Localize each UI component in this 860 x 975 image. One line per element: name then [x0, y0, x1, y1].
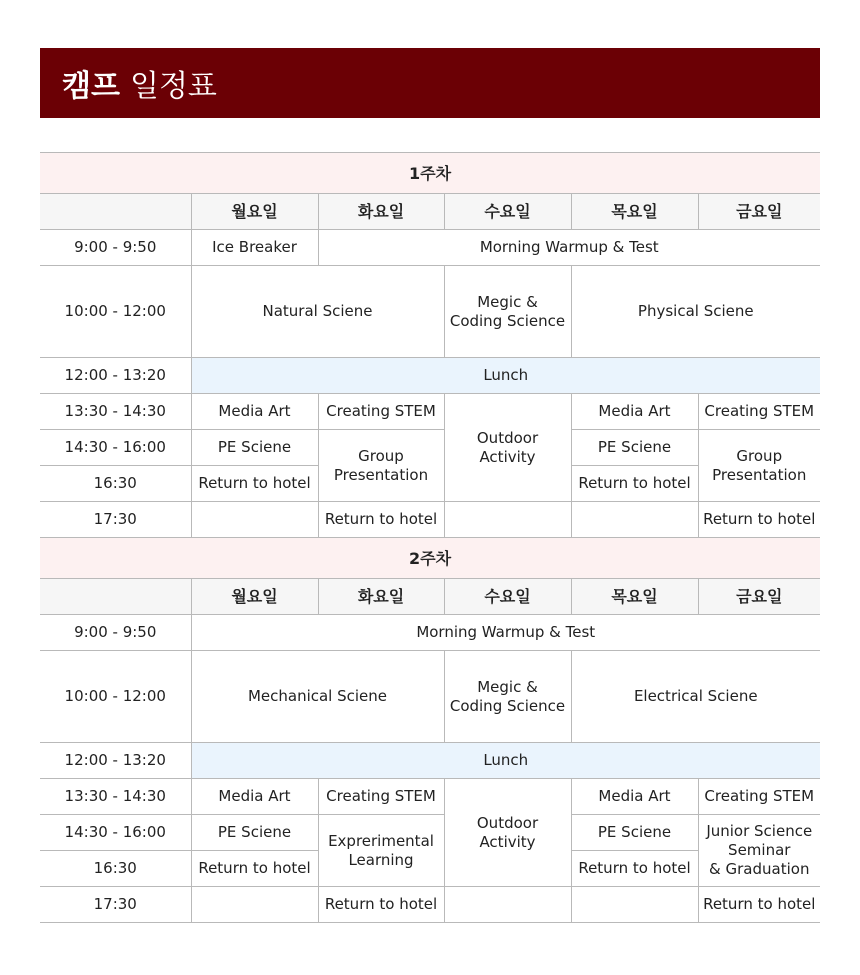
junior-line2: Seminar	[728, 841, 791, 859]
mechanical-science-cell: Mechanical Sciene	[191, 651, 444, 743]
media-art-cell: Media Art	[571, 394, 698, 430]
day-mon: 월요일	[191, 194, 318, 230]
junior-line1: Junior Science	[706, 822, 813, 840]
time-cell: 12:00 - 13:20	[40, 743, 191, 779]
week1-days-row	[40, 194, 820, 230]
time-cell: 16:30	[40, 851, 191, 887]
pe-science-cell: PE Sciene	[571, 430, 698, 466]
empty-cell	[571, 887, 698, 923]
table-row	[40, 230, 820, 266]
empty-cell	[444, 502, 571, 538]
day-thu: 목요일	[571, 194, 698, 230]
outdoor-line2: Activity	[479, 447, 536, 466]
time-cell: 10:00 - 12:00	[40, 651, 191, 743]
table-row	[40, 394, 820, 430]
time-cell: 13:30 - 14:30	[40, 394, 191, 430]
outdoor-line1: Outdoor	[476, 813, 539, 832]
outdoor-activity-cell	[444, 779, 571, 887]
return-hotel-cell: Return to hotel	[698, 502, 820, 538]
physical-science-cell: Physical Sciene	[571, 266, 820, 358]
creating-stem-cell: Creating STEM	[318, 779, 444, 815]
morning-warmup-cell: Morning Warmup & Test	[191, 615, 820, 651]
electrical-science-cell: Electrical Sciene	[571, 651, 820, 743]
exp-line2: Learning	[348, 850, 414, 869]
group-line1: Group	[358, 446, 404, 465]
megic-line2: Coding Science	[449, 696, 566, 715]
table-row	[40, 430, 820, 466]
page-title-bold: 캠프	[62, 69, 120, 104]
day-thu: 목요일	[571, 579, 698, 615]
return-hotel-cell: Return to hotel	[191, 466, 318, 502]
time-cell: 10:00 - 12:00	[40, 266, 191, 358]
table-row	[40, 743, 820, 779]
corner-cell	[40, 194, 191, 230]
pe-science-cell: PE Sciene	[191, 815, 318, 851]
time-cell: 17:30	[40, 887, 191, 923]
megic-line1: Megic &	[477, 677, 538, 696]
table-row	[40, 358, 820, 394]
junior-line3: & Graduation	[709, 860, 810, 878]
day-mon: 월요일	[191, 579, 318, 615]
return-hotel-cell: Return to hotel	[191, 851, 318, 887]
outdoor-line1: Outdoor	[476, 428, 539, 447]
day-fri: 금요일	[698, 579, 820, 615]
creating-stem-cell: Creating STEM	[318, 394, 444, 430]
media-art-cell: Media Art	[571, 779, 698, 815]
table-row	[40, 502, 820, 538]
week2-label: 2주차	[40, 538, 820, 579]
week2-header-row	[40, 538, 820, 579]
week1-header-row	[40, 153, 820, 194]
empty-cell	[571, 502, 698, 538]
lunch-cell: Lunch	[191, 743, 820, 779]
return-hotel-cell: Return to hotel	[318, 502, 444, 538]
time-cell: 9:00 - 9:50	[40, 615, 191, 651]
time-cell: 13:30 - 14:30	[40, 779, 191, 815]
return-hotel-cell: Return to hotel	[571, 466, 698, 502]
exp-line1: Exprerimental	[328, 831, 434, 850]
megic-coding-cell	[444, 651, 571, 743]
outdoor-line2: Activity	[479, 832, 536, 851]
time-cell: 14:30 - 16:00	[40, 815, 191, 851]
return-hotel-cell: Return to hotel	[318, 887, 444, 923]
experimental-learning-cell	[318, 815, 444, 887]
page-title: 일정표	[129, 69, 217, 104]
group-line2: Presentation	[333, 465, 429, 484]
day-tue: 화요일	[318, 194, 444, 230]
creating-stem-cell: Creating STEM	[698, 394, 820, 430]
day-wed: 수요일	[444, 194, 571, 230]
morning-warmup-cell: Morning Warmup & Test	[318, 230, 820, 266]
week1-label: 1주차	[40, 153, 820, 194]
megic-line2: Coding Science	[449, 311, 566, 330]
pe-science-cell: PE Sciene	[191, 430, 318, 466]
group-line1: Group	[736, 446, 783, 465]
table-row	[40, 266, 820, 358]
table-row	[40, 651, 820, 743]
outdoor-activity-cell	[444, 394, 571, 502]
ice-breaker-cell: Ice Breaker	[191, 230, 318, 266]
pe-science-cell: PE Sciene	[571, 815, 698, 851]
time-cell: 9:00 - 9:50	[40, 230, 191, 266]
group-line2: Presentation	[712, 465, 807, 484]
table-row	[40, 887, 820, 923]
empty-cell	[191, 502, 318, 538]
time-cell: 12:00 - 13:20	[40, 358, 191, 394]
group-presentation-cell	[318, 430, 444, 502]
table-row	[40, 615, 820, 651]
megic-coding-cell	[444, 266, 571, 358]
media-art-cell: Media Art	[191, 394, 318, 430]
time-cell: 14:30 - 16:00	[40, 430, 191, 466]
day-wed: 수요일	[444, 579, 571, 615]
week2-days-row	[40, 579, 820, 615]
time-cell: 17:30	[40, 502, 191, 538]
table-row	[40, 815, 820, 851]
page-title-bar	[40, 48, 820, 118]
natural-science-cell: Natural Sciene	[191, 266, 444, 358]
group-presentation-cell	[698, 430, 820, 502]
day-fri: 금요일	[698, 194, 820, 230]
schedule-table	[40, 152, 820, 923]
day-tue: 화요일	[318, 579, 444, 615]
corner-cell	[40, 579, 191, 615]
empty-cell	[191, 887, 318, 923]
return-hotel-cell: Return to hotel	[571, 851, 698, 887]
junior-seminar-cell	[698, 815, 820, 887]
media-art-cell: Media Art	[191, 779, 318, 815]
empty-cell	[444, 887, 571, 923]
creating-stem-cell: Creating STEM	[698, 779, 820, 815]
time-cell: 16:30	[40, 466, 191, 502]
table-row	[40, 779, 820, 815]
lunch-cell: Lunch	[191, 358, 820, 394]
return-hotel-cell: Return to hotel	[698, 887, 820, 923]
megic-line1: Megic &	[477, 292, 538, 311]
